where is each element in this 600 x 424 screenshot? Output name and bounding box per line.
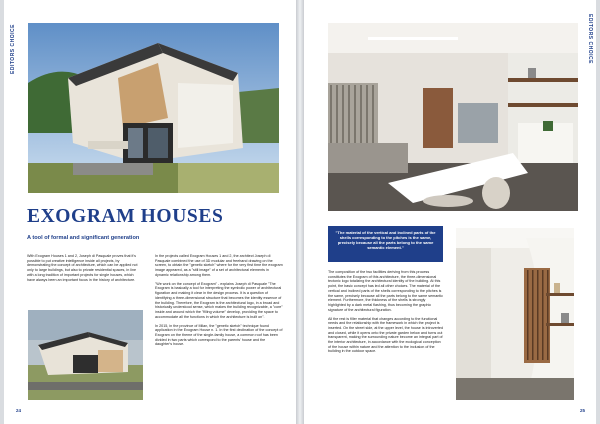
body-column-3 — [328, 270, 444, 358]
col3-paragraph-1: The composition of the two facilities deriving from this process constitutes the Exogram of this architecture, the three-dimensional tectonic logo totalizing the architectural identity of the building. At this point, the basic concept has led all other choices. The material of the vertical and inclined parts of the shells corresponding to the pitches is the same, precisely because all the parts belong to the same semantic element. Furthermore, the thickness of the shells is strongly highlighted by a dark metal flashing, thus becoming the graphic signature of the architectural figuration. — [328, 270, 443, 312]
book-spine — [296, 0, 304, 424]
col1-paragraph: With Exogram Houses 1 and 2, Joseph di Pasquale proves that it's possible to put creative intelligence inside all projects, by demonstrating the concept of architecture, which can be applied not only to large buildings, but also to private residential spaces, in line with a long tradition of important projects for single houses, which have always been an important focus in the history of architecture. — [27, 254, 138, 282]
house-exterior-illustration — [28, 23, 279, 193]
body-column-2 — [155, 254, 283, 351]
left-page — [4, 0, 296, 424]
article-subtitle: A tool of formal and significant generation — [27, 235, 140, 241]
interior-shelf-illustration — [456, 228, 574, 400]
house-exterior-photo — [28, 23, 279, 193]
col2-paragraph-3: In 2015, in the province of Milan, the "genetic sketch" technique found application in the Exogram House n. 1. In the first declination of the concept of Exogram on the theme of the single-family house, a common roof has been divided in two parts which correspond to the parents' house and the daughter's house. — [155, 323, 283, 347]
pull-quote — [328, 226, 443, 262]
interior-living-illustration — [328, 23, 578, 211]
house-aerial-illustration — [28, 310, 143, 400]
interior-shelf-photo — [456, 228, 574, 400]
interior-living-photo — [328, 23, 578, 211]
article-title: EXOGRAM HOUSES — [27, 206, 224, 227]
col2-paragraph-1: In the projects called Exogram Houses 1 and 2, the architect Joseph di Pasquale combined the use of 3D modular and freehand drawing on the screen, to obtain the "genetic sketch" where for the very first time the exogram image appeared, as a "still image" of a set of architectural elements in dynamic relationship among them. — [155, 254, 283, 277]
house-aerial-photo — [28, 310, 143, 400]
body-column-1 — [27, 254, 142, 286]
editors-choice-label: EDITORS CHOICE — [10, 24, 16, 74]
col2-paragraph-2: "We work on the concept of Exogram" - explains Joseph di Pasquale "The Exogram is basically a tool for interpreting the symbolic power of architectural figuration and making it clear in the design process. It is a question of identifying a three-dimensional structure that becomes the identity essence of the building. Therefore, the Exogram is the architectural logo, in a broad and historically understood sense, which makes the building recognizable, a "core" inside and around which the "filling volume" develop, providing the space to accommodate all the functions in which the architecture is built on". — [155, 281, 283, 319]
editors-choice-label-right: EDITORS CHOICE — [587, 14, 593, 64]
right-page-number: 25 — [580, 408, 586, 413]
left-page-number: 24 — [16, 408, 22, 413]
right-page — [304, 0, 596, 424]
pull-quote-text: "The material of the vertical and inclined parts of the shells corresponding to the pitches is the same, precisely because all the parts belong to the same semantic element." — [335, 230, 436, 250]
col3-paragraph-2: All the rest is filler material that changes according to the functional needs and the relationship with the framework in which the project is inserted. On the street side, at the upper level, the house is introverted and closed, while it opens onto the private garden below and turns out transparent, making the surrounding nature become an integral part of the interior architecture, in accordance with the ecological conception of the house within nature and the attention to the inclusion of the building in the outdoor space. — [328, 316, 443, 354]
